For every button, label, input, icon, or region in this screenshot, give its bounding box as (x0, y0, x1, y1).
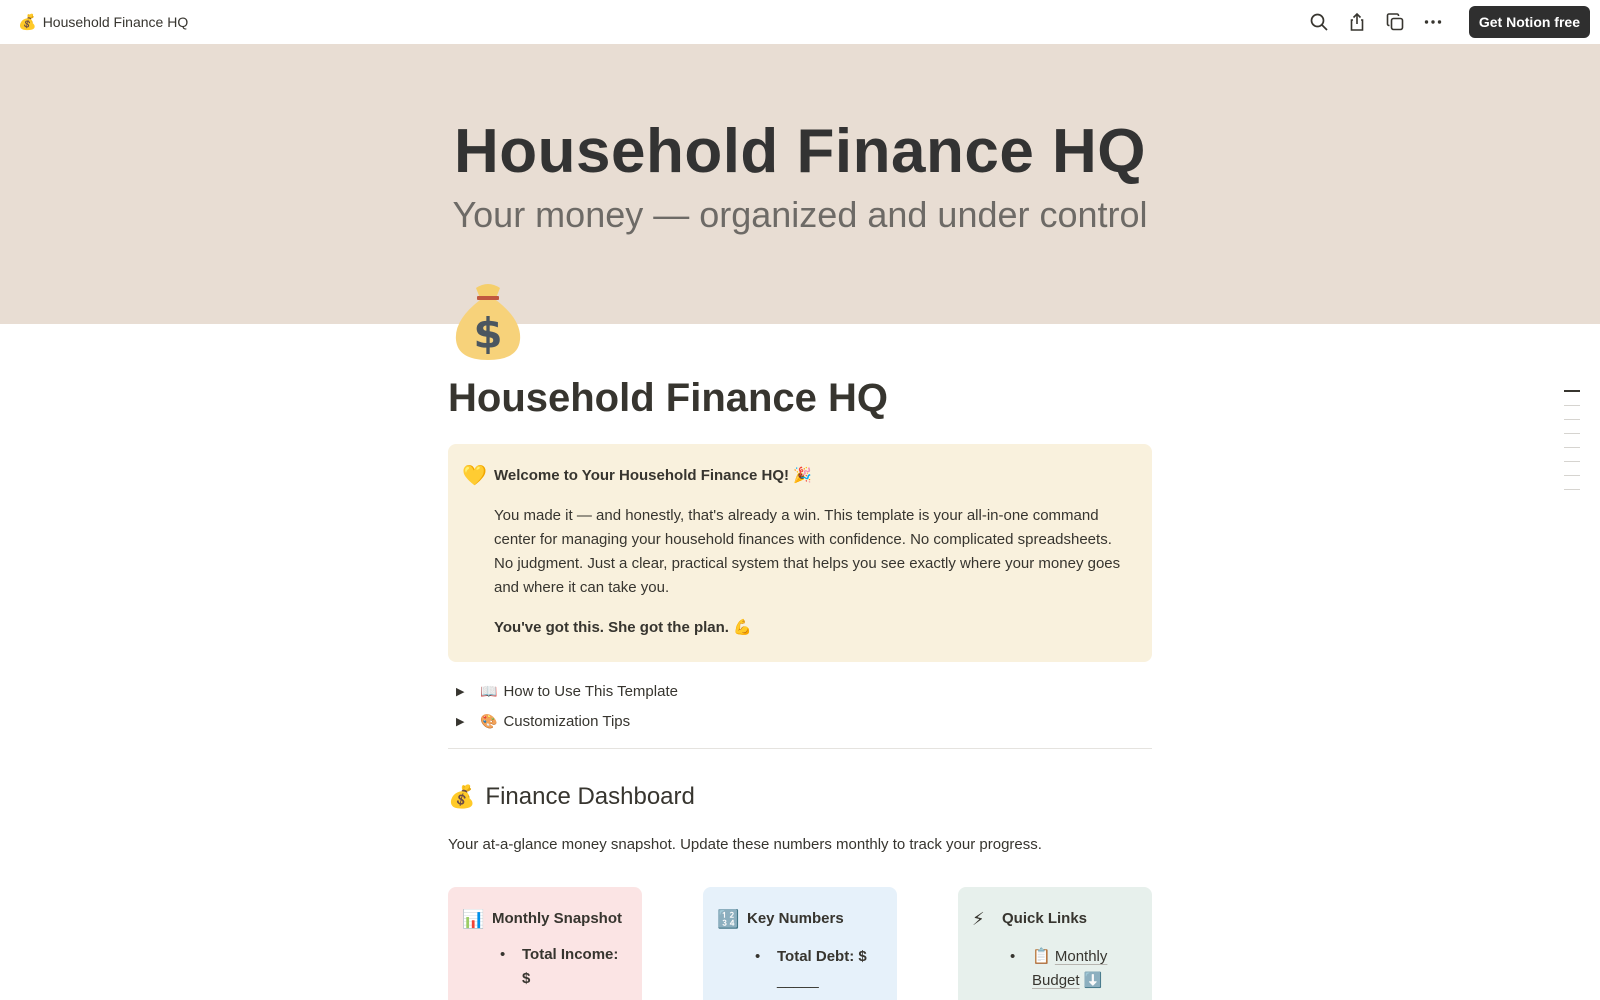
numbers-icon: 🔢 (717, 909, 740, 929)
cover-subtitle: Your money — organized and under control (452, 194, 1148, 235)
toc-line[interactable] (1564, 433, 1580, 434)
toggle-list (448, 676, 1152, 736)
toc-line[interactable] (1564, 447, 1580, 448)
get-notion-free-button[interactable]: Get Notion free (1469, 6, 1590, 38)
money-bag-icon: 💰 (448, 784, 476, 809)
page-emoji-icon: 💰 (18, 14, 37, 31)
yellow-heart-icon: 💛 (462, 465, 487, 487)
list-item (747, 945, 883, 993)
list-item (1002, 945, 1138, 993)
callout-heading: Welcome to Your Household Finance HQ! 🎉 (494, 467, 812, 484)
dashboard-cards (448, 887, 1152, 1000)
money-bag-icon[interactable] (448, 278, 528, 362)
down-arrow-icon: ⬇️ (1083, 972, 1103, 989)
card-monthly-snapshot (448, 887, 642, 1000)
lightning-icon: ⚡ (972, 909, 985, 929)
page-content (448, 372, 1152, 1000)
table-of-contents-minimap[interactable] (1564, 390, 1580, 503)
toc-line[interactable] (1564, 489, 1580, 490)
list-item (492, 943, 628, 991)
card-title: Monthly Snapshot (492, 910, 622, 927)
more-icon[interactable] (1421, 10, 1445, 34)
cover-title: Household Finance HQ (453, 117, 1147, 186)
page-cover (0, 44, 1600, 324)
welcome-callout (448, 444, 1152, 662)
toggle-label: How to Use This Template (503, 682, 678, 700)
toggle-triangle-icon[interactable]: ▶ (456, 715, 465, 728)
blank-value: _____ (777, 972, 819, 989)
palette-icon: 🎨 (480, 712, 498, 729)
search-icon[interactable] (1307, 10, 1331, 34)
card-title: Key Numbers (747, 910, 844, 927)
heading-text: Finance Dashboard (485, 783, 695, 810)
toc-line[interactable] (1564, 475, 1580, 476)
callout-text: You made it — and honestly, that's already a win. This template is your all-in-one command center for managing your household finances with confidence. No complicated spreadsheets. No judgment. Just a clear, practical system that helps you see exactly where your money goes and where it can take you. (494, 507, 1121, 596)
card-title: Quick Links (1002, 910, 1088, 927)
card-key-numbers (703, 887, 897, 1000)
toc-line[interactable] (1564, 405, 1580, 406)
toc-line[interactable] (1564, 461, 1580, 462)
item-label: Total Debt: $ (777, 948, 867, 965)
breadcrumb[interactable] (18, 13, 188, 31)
share-icon[interactable] (1345, 10, 1369, 34)
svg-text:$: $ (473, 309, 503, 358)
toggle-how-to-use[interactable] (448, 676, 1152, 706)
toggle-customization-tips[interactable] (448, 706, 1152, 736)
monthly-budget-link[interactable]: Monthly Budget (1032, 948, 1108, 989)
item-label: Total Income: $ (522, 946, 619, 987)
duplicate-icon[interactable] (1383, 10, 1407, 34)
divider (448, 748, 1152, 749)
clipboard-icon: 📋 (1032, 948, 1051, 965)
toc-line[interactable] (1564, 390, 1580, 392)
breadcrumb-page-name: Household Finance HQ (42, 14, 189, 30)
toggle-triangle-icon[interactable]: ▶ (456, 685, 465, 698)
book-icon: 📖 (480, 682, 498, 699)
bar-chart-icon: 📊 (462, 909, 485, 929)
dashboard-description: Your at-a-glance money snapshot. Update these numbers monthly to track your progress. (448, 836, 1042, 853)
toc-line[interactable] (1564, 419, 1580, 420)
top-bar (0, 0, 1600, 44)
callout-footer: You've got this. She got the plan. 💪 (494, 619, 752, 636)
page-title[interactable]: Household Finance HQ (448, 376, 889, 420)
toggle-label: Customization Tips (503, 712, 631, 730)
card-quick-links (958, 887, 1152, 1000)
finance-dashboard-heading (448, 781, 1152, 813)
